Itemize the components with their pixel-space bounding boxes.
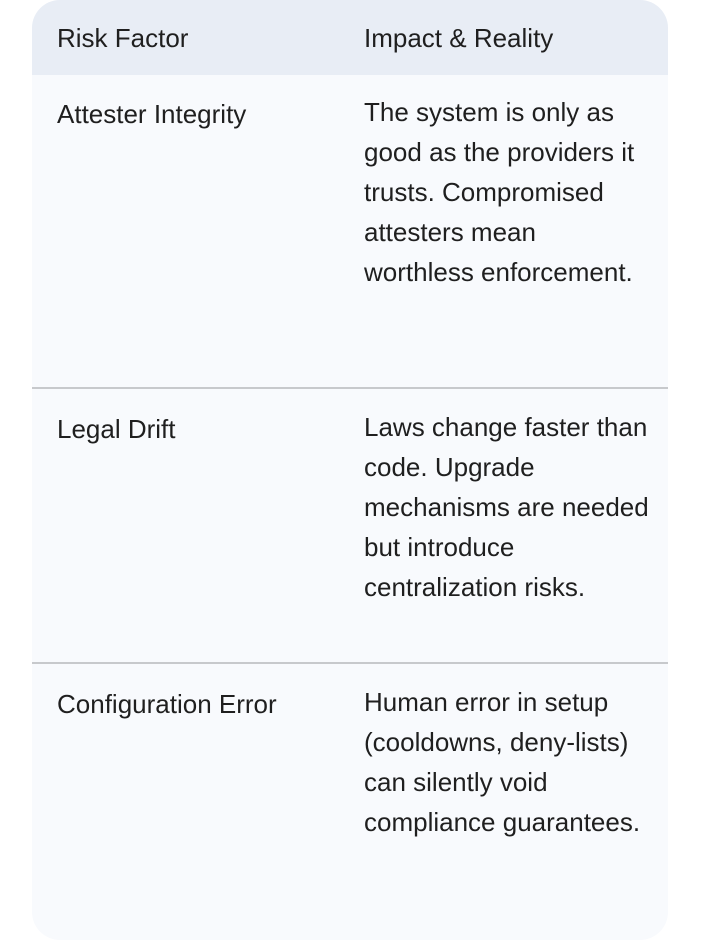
risk-table	[32, 0, 668, 940]
row-divider	[32, 662, 668, 664]
risk-factor-cell: Configuration Error	[57, 689, 277, 719]
impact-cell: Human error in setup (cooldowns, deny-lists) can silently void compliance guarantees.	[364, 687, 641, 837]
row-divider	[32, 387, 668, 389]
impact-cell: Laws change faster than code. Upgrade mechanisms are needed but introduce centralization risks.	[364, 412, 649, 602]
impact-cell: The system is only as good as the providers it trusts. Compromised attesters mean worthless enforcement.	[364, 97, 635, 287]
column-header-impact-reality: Impact & Reality	[364, 23, 554, 53]
risk-factor-cell: Legal Drift	[57, 414, 176, 444]
table-header-row	[32, 0, 668, 75]
column-header-risk-factor: Risk Factor	[57, 23, 189, 53]
risk-factor-cell: Attester Integrity	[57, 99, 247, 129]
